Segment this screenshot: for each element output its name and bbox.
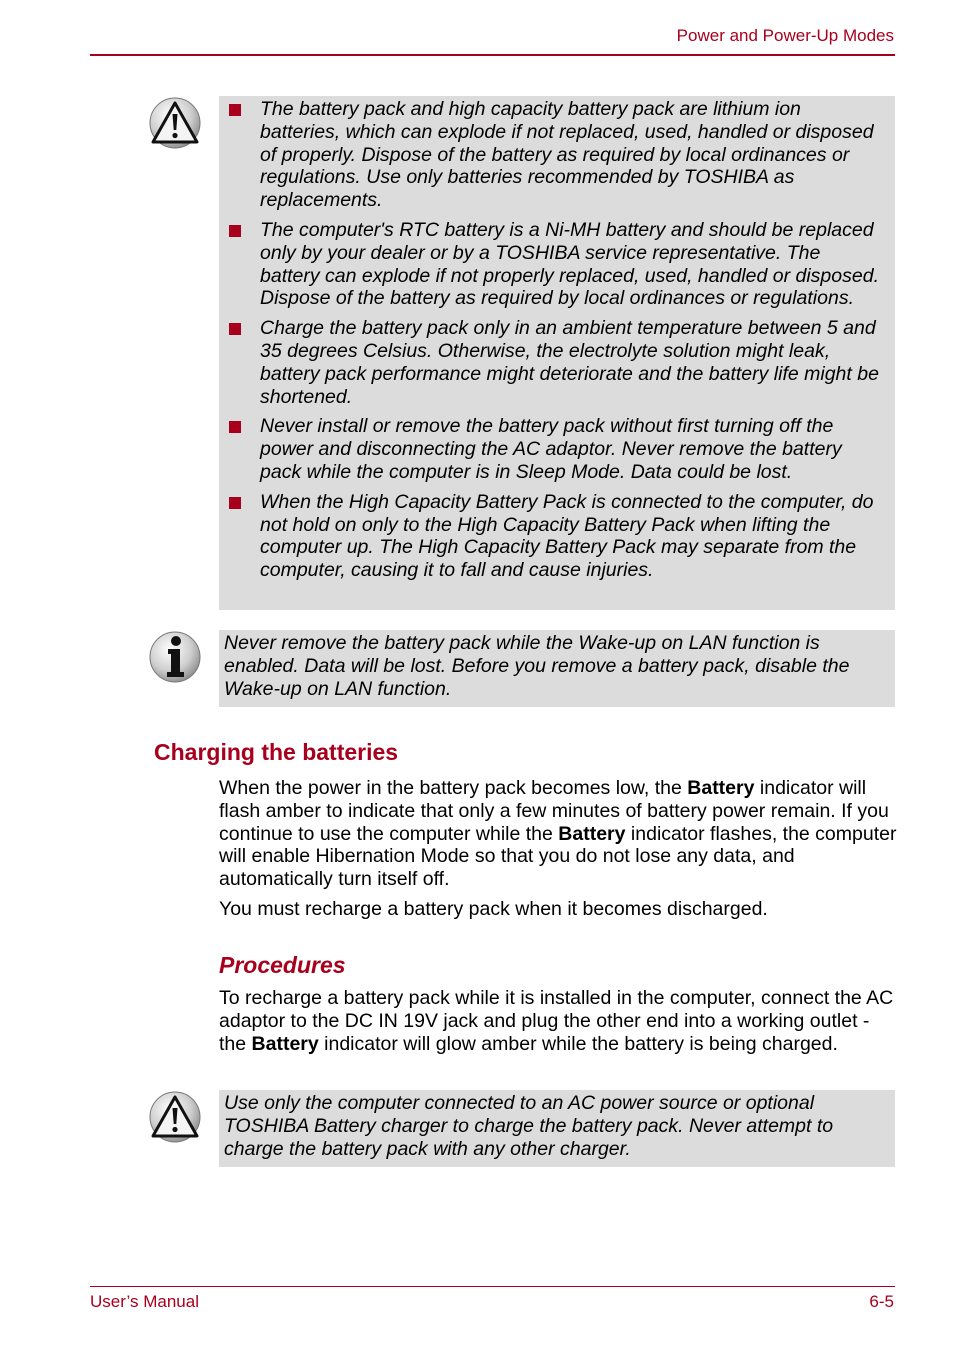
battery-term: Battery	[558, 822, 626, 845]
recharge-paragraph: You must recharge a battery pack when it becomes discharged.	[219, 898, 768, 920]
warning-triangle-icon	[148, 96, 202, 150]
bullet-square-icon	[229, 225, 241, 237]
footer-divider	[90, 1286, 895, 1287]
warning-item	[223, 491, 885, 582]
info-icon	[148, 630, 202, 684]
bullet-square-icon	[229, 323, 241, 335]
warning-item-text: The battery pack and high capacity battery pack are lithium ion batteries, which can explode if not replaced, used, handled or disposed of properly. Dispose of the battery as required by local ordinances or regulations. Use only batteries recommended by TOSHIBA as replacements.	[260, 98, 874, 212]
warning-charger-text: Use only the computer connected to an AC power source or optional TOSHIBA Battery charger to charge the battery pack. Never attempt to charge the battery pack with any other charger.	[224, 1092, 834, 1160]
battery-term: Battery	[687, 777, 755, 799]
text-run: When the power in the battery pack becomes low, the	[219, 777, 688, 799]
warning-triangle-icon	[148, 1090, 202, 1144]
chapter-title: Power and Power-Up Modes	[676, 26, 894, 45]
warning-list	[223, 98, 885, 582]
warning-item	[223, 219, 885, 310]
bullet-square-icon	[229, 104, 241, 116]
text-run: indicator flashes, the computer will enable Hibernation Mode so that you do not lose any data, and automatically turn itself off.	[219, 822, 897, 891]
manual-name: User’s Manual	[90, 1292, 199, 1311]
warning-item	[223, 98, 885, 212]
info-box-wake-on-lan	[219, 630, 895, 707]
procedures-paragraph	[219, 987, 899, 1055]
warning-item	[223, 415, 885, 483]
warning-item-text: Never install or remove the battery pack without first turning off the power and disconnecting the AC adaptor. Never remove the battery pack while the computer is in Sleep Mode. Data could be lost.	[260, 415, 842, 483]
warning-box-charger	[219, 1090, 895, 1167]
text-run: To recharge a battery pack while it is installed in the computer, connect the AC adaptor to the DC IN 19V jack and plug the other end into a working outlet - the	[219, 987, 894, 1055]
bullet-square-icon	[229, 497, 241, 509]
header-divider	[90, 54, 895, 56]
warning-box-battery-safety	[219, 96, 895, 610]
warning-item-text: Charge the battery pack only in an ambient temperature between 5 and 35 degrees Celsius. Otherwise, the electrolyte solution might leak, battery pack performance might deteriorate and the battery life might be shortened.	[260, 317, 879, 408]
bullet-square-icon	[229, 421, 241, 433]
text-run: indicator will flash amber to indicate that only a few minutes of battery power remain. If you continue to use the computer while the	[219, 777, 889, 845]
warning-item-text: When the High Capacity Battery Pack is connected to the computer, do not hold on only to the High Capacity Battery Pack when lifting the computer up. The High Capacity Battery Pack may separate from the computer, causing it to fall and cause injuries.	[260, 490, 874, 582]
page-number: 6-5	[869, 1292, 894, 1311]
warning-item	[223, 317, 885, 408]
text-run: indicator will glow amber while the battery is being charged.	[318, 1032, 838, 1055]
info-text: Never remove the battery pack while the Wake-up on LAN function is enabled. Data will be lost. Before you remove a battery pack, disable the Wake-up on LAN function.	[224, 632, 850, 700]
battery-term: Battery	[251, 1032, 319, 1055]
subheading-procedures: Procedures	[219, 952, 346, 978]
charging-paragraph	[219, 777, 899, 891]
warning-item-text: The computer's RTC battery is a Ni-MH battery and should be replaced only by your dealer or by a TOSHIBA service representative. The battery can explode if not properly replaced, used, handled or disposed. Dispose of the battery as required by local ordinances or regulations.	[260, 218, 879, 310]
section-heading-charging: Charging the batteries	[154, 739, 399, 765]
